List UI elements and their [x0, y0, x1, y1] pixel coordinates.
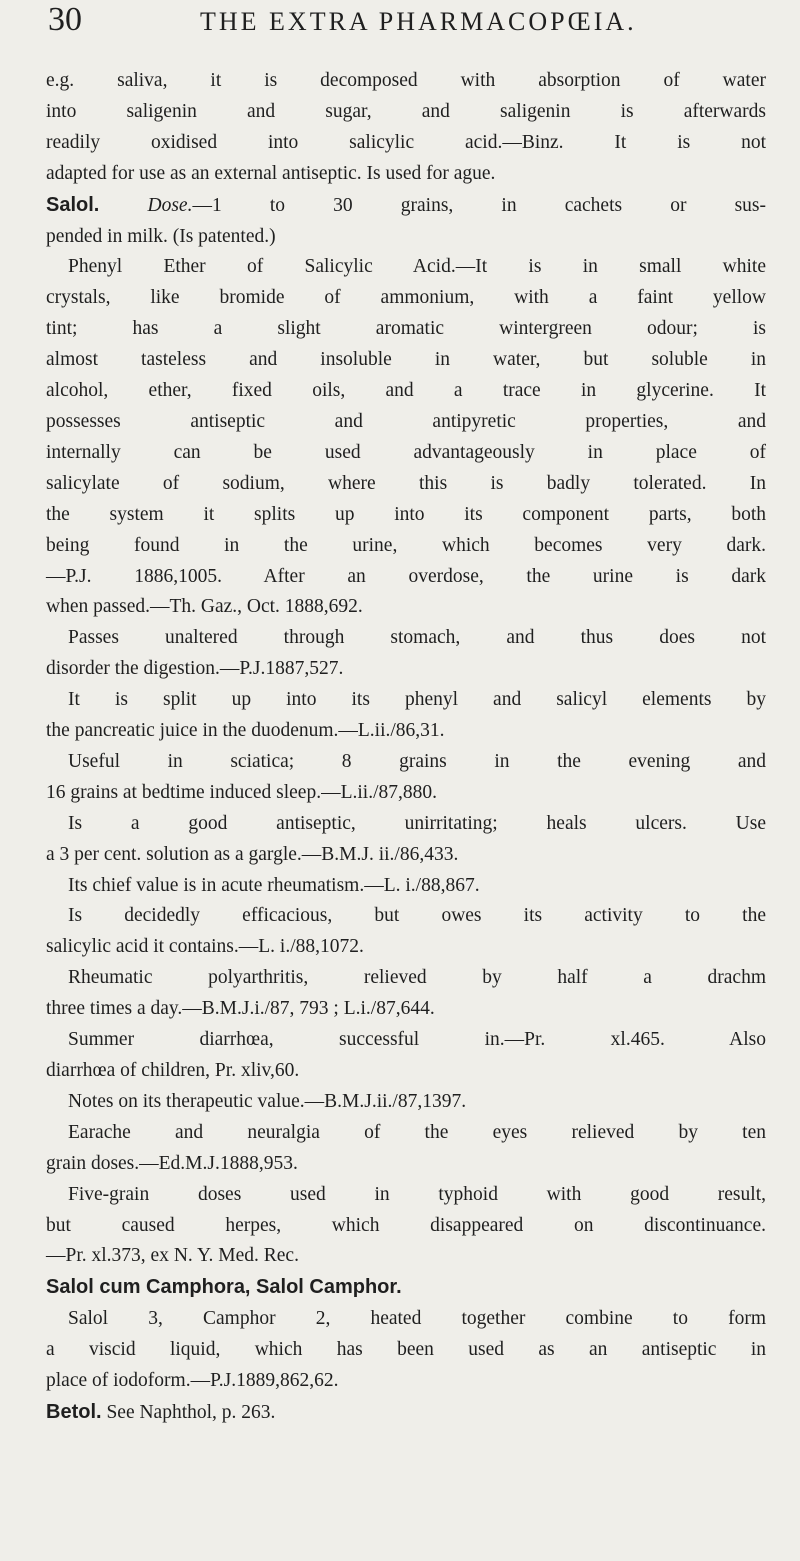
dose-text: —1 to 30 grains, in cachets or sus-	[192, 194, 766, 216]
text-line: a 3 per cent. solution as a gargle.—B.M.J. ii./86,433.	[46, 843, 459, 865]
text-line: place of iodoform.—P.J.1889,862,62.	[46, 1370, 339, 1392]
text-line: when passed.—Th. Gaz., Oct. 1888,692.	[46, 596, 363, 618]
text-line: 16 grains at bedtime induced sleep.—L.ii./87,880.	[46, 781, 437, 803]
text-line: grain doses.—Ed.M.J.1888,953.	[46, 1152, 298, 1174]
text-line: tint; has a slight aromatic wintergreen odour; is	[46, 318, 766, 340]
text-line: salicylate of sodium, where this is badly tolerated. In	[46, 472, 766, 494]
salol-camphor-entry	[46, 1272, 766, 1304]
page-number: 30	[48, 1, 82, 38]
text-line: internally can be used advantageously in place of	[46, 441, 766, 463]
text-line: —Pr. xl.373, ex N. Y. Med. Rec.	[46, 1245, 299, 1267]
text-line: It is split up into its phenyl and salicyl elements by	[68, 689, 766, 711]
text-line: Salol 3, Camphor 2, heated together combine to form	[68, 1308, 766, 1330]
dose-label: Dose.	[147, 194, 193, 216]
text-line: but caused herpes, which disappeared on discontinuance.	[46, 1214, 766, 1236]
text-line: diarrhœa of children, Pr. xliv,60.	[46, 1060, 300, 1081]
running-head: THE EXTRA PHARMACOPŒIA.	[200, 7, 637, 36]
text-line: Phenyl Ether of Salicylic Acid.—It is in small white	[68, 256, 766, 278]
text-line: Useful in sciatica; 8 grains in the evening and	[68, 750, 766, 772]
text-line: almost tasteless and insoluble in water, but soluble in	[46, 349, 766, 371]
betol-entry	[46, 1397, 766, 1429]
text-line: the pancreatic juice in the duodenum.—L.ii./86,31.	[46, 720, 445, 742]
text-line: crystals, like bromide of ammonium, with a faint yellow	[46, 287, 766, 309]
text-line: —P.J. 1886,1005. After an overdose, the urine is dark	[46, 565, 766, 587]
text-line: adapted for use as an external antiseptic. Is used for ague.	[46, 162, 496, 184]
text-line: three times a day.—B.M.J.i./87, 793 ; L.i./87,644.	[46, 998, 435, 1020]
text-line: a viscid liquid, which has been used as an antiseptic in	[46, 1339, 766, 1361]
entry-heading-salol: Salol.	[46, 193, 100, 216]
text-line: alcohol, ether, fixed oils, and a trace in glycerine. It	[46, 380, 766, 402]
text-line: Earache and neuralgia of the eyes relieved by ten	[68, 1121, 766, 1143]
text-line: disorder the digestion.—P.J.1887,527.	[46, 658, 344, 680]
salol-entry	[46, 190, 766, 222]
text-line: e.g. saliva, it is decomposed with absorption of water	[46, 70, 766, 91]
entry-heading-betol: Betol.	[46, 1400, 102, 1423]
text-line: being found in the urine, which becomes very dark.	[46, 534, 766, 556]
text-line: Notes on its therapeutic value.—B.M.J.ii./87,1397.	[68, 1090, 467, 1112]
body-text	[46, 66, 766, 1429]
text-line: Is a good antiseptic, unirritating; heals ulcers. Use	[68, 812, 766, 834]
text-line: into saligenin and sugar, and saligenin is afterwards	[46, 100, 766, 122]
text-line: pended in milk. (Is patented.)	[46, 225, 276, 247]
text-line: Passes unaltered through stomach, and thus does not	[68, 627, 766, 649]
text-line: Summer diarrhœa, successful in.—Pr. xl.465. Also	[68, 1029, 766, 1051]
text-line: Rheumatic polyarthritis, relieved by half a drachm	[68, 967, 766, 989]
text-line: Is decidedly efficacious, but owes its activity to the	[68, 905, 766, 927]
text-line: possesses antiseptic and antipyretic properties, and	[46, 410, 766, 432]
text-line: the system it splits up into its component parts, both	[46, 503, 766, 525]
entry-heading-salol-camphor: Salol cum Camphora, Salol Camphor.	[46, 1276, 402, 1299]
text-line: readily oxidised into salicylic acid.—Binz. It is not	[46, 131, 766, 153]
text-line: Its chief value is in acute rheumatism.—L. i./88,867.	[68, 874, 480, 896]
text-line: Five-grain doses used in typhoid with good result,	[68, 1183, 766, 1205]
text-line: salicylic acid it contains.—L. i./88,1072.	[46, 936, 364, 958]
cross-reference: See Naphthol, p. 263.	[106, 1401, 276, 1423]
